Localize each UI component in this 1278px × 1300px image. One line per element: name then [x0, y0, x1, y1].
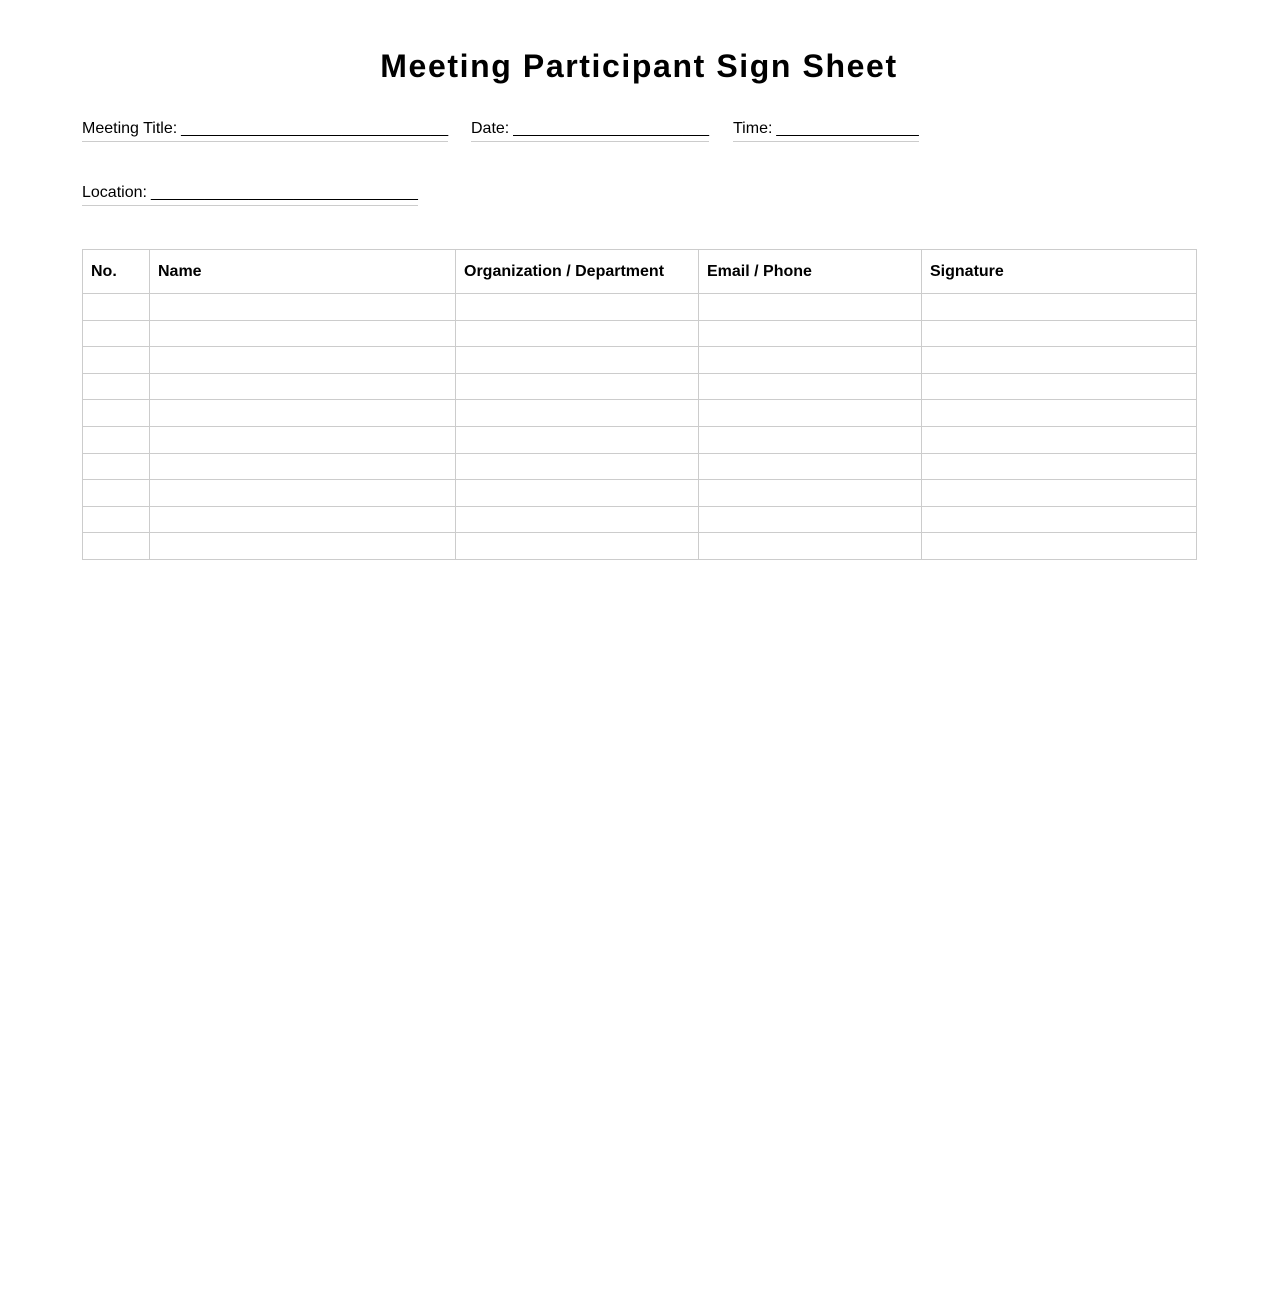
cell-signature[interactable]: [922, 320, 1197, 347]
cell-no[interactable]: [83, 453, 150, 480]
cell-email-phone[interactable]: [699, 320, 922, 347]
cell-signature[interactable]: [922, 373, 1197, 400]
cell-no[interactable]: [83, 426, 150, 453]
cell-signature[interactable]: [922, 453, 1197, 480]
time-blank[interactable]: ________________: [776, 120, 919, 137]
cell-name[interactable]: [150, 320, 456, 347]
column-header-no: No.: [83, 250, 150, 294]
cell-signature[interactable]: [922, 347, 1197, 374]
meeting-title-field[interactable]: [82, 119, 448, 142]
meeting-title-label: Meeting Title:: [82, 120, 178, 137]
table-row: [83, 320, 1197, 347]
cell-name[interactable]: [150, 533, 456, 560]
cell-no[interactable]: [83, 400, 150, 427]
table-body: [83, 294, 1197, 560]
cell-no[interactable]: [83, 480, 150, 507]
table-header-row: [83, 250, 1197, 294]
cell-email-phone[interactable]: [699, 480, 922, 507]
cell-signature[interactable]: [922, 294, 1197, 321]
cell-email-phone[interactable]: [699, 373, 922, 400]
time-label: Time:: [733, 120, 773, 137]
page-title: Meeting Participant Sign Sheet: [380, 48, 898, 84]
cell-name[interactable]: [150, 506, 456, 533]
cell-organization[interactable]: [456, 533, 699, 560]
cell-signature[interactable]: [922, 506, 1197, 533]
cell-email-phone[interactable]: [699, 400, 922, 427]
cell-signature[interactable]: [922, 480, 1197, 507]
column-header-signature: Signature: [922, 250, 1197, 294]
cell-name[interactable]: [150, 426, 456, 453]
cell-name[interactable]: [150, 453, 456, 480]
column-header-email-phone: Email / Phone: [699, 250, 922, 294]
column-header-organization: Organization / Department: [456, 250, 699, 294]
cell-signature[interactable]: [922, 426, 1197, 453]
table-row: [83, 453, 1197, 480]
cell-signature[interactable]: [922, 400, 1197, 427]
cell-name[interactable]: [150, 294, 456, 321]
cell-no[interactable]: [83, 320, 150, 347]
cell-no[interactable]: [83, 294, 150, 321]
table-row: [83, 533, 1197, 560]
cell-email-phone[interactable]: [699, 533, 922, 560]
cell-name[interactable]: [150, 373, 456, 400]
cell-email-phone[interactable]: [699, 506, 922, 533]
date-field[interactable]: [471, 119, 709, 142]
table-row: [83, 506, 1197, 533]
cell-organization[interactable]: [456, 400, 699, 427]
cell-organization[interactable]: [456, 320, 699, 347]
time-field[interactable]: [733, 119, 919, 142]
cell-email-phone[interactable]: [699, 347, 922, 374]
participant-table: [82, 249, 1197, 560]
cell-organization[interactable]: [456, 453, 699, 480]
cell-organization[interactable]: [456, 480, 699, 507]
date-label: Date:: [471, 120, 510, 137]
column-header-name: Name: [150, 250, 456, 294]
table-row: [83, 373, 1197, 400]
cell-organization[interactable]: [456, 373, 699, 400]
cell-organization[interactable]: [456, 294, 699, 321]
cell-no[interactable]: [83, 533, 150, 560]
cell-organization[interactable]: [456, 426, 699, 453]
cell-organization[interactable]: [456, 347, 699, 374]
cell-no[interactable]: [83, 506, 150, 533]
location-label: Location:: [82, 184, 147, 201]
table-row: [83, 480, 1197, 507]
cell-no[interactable]: [83, 373, 150, 400]
table-row: [83, 294, 1197, 321]
cell-email-phone[interactable]: [699, 426, 922, 453]
cell-email-phone[interactable]: [699, 453, 922, 480]
cell-no[interactable]: [83, 347, 150, 374]
cell-signature[interactable]: [922, 533, 1197, 560]
table-row: [83, 347, 1197, 374]
date-blank[interactable]: ______________________: [513, 120, 710, 137]
table-row: [83, 426, 1197, 453]
meeting-title-blank[interactable]: ______________________________: [181, 120, 449, 137]
location-blank[interactable]: ______________________________: [150, 184, 418, 201]
cell-email-phone[interactable]: [699, 294, 922, 321]
cell-name[interactable]: [150, 400, 456, 427]
location-field[interactable]: [82, 183, 418, 206]
cell-organization[interactable]: [456, 506, 699, 533]
cell-name[interactable]: [150, 347, 456, 374]
table-row: [83, 400, 1197, 427]
cell-name[interactable]: [150, 480, 456, 507]
